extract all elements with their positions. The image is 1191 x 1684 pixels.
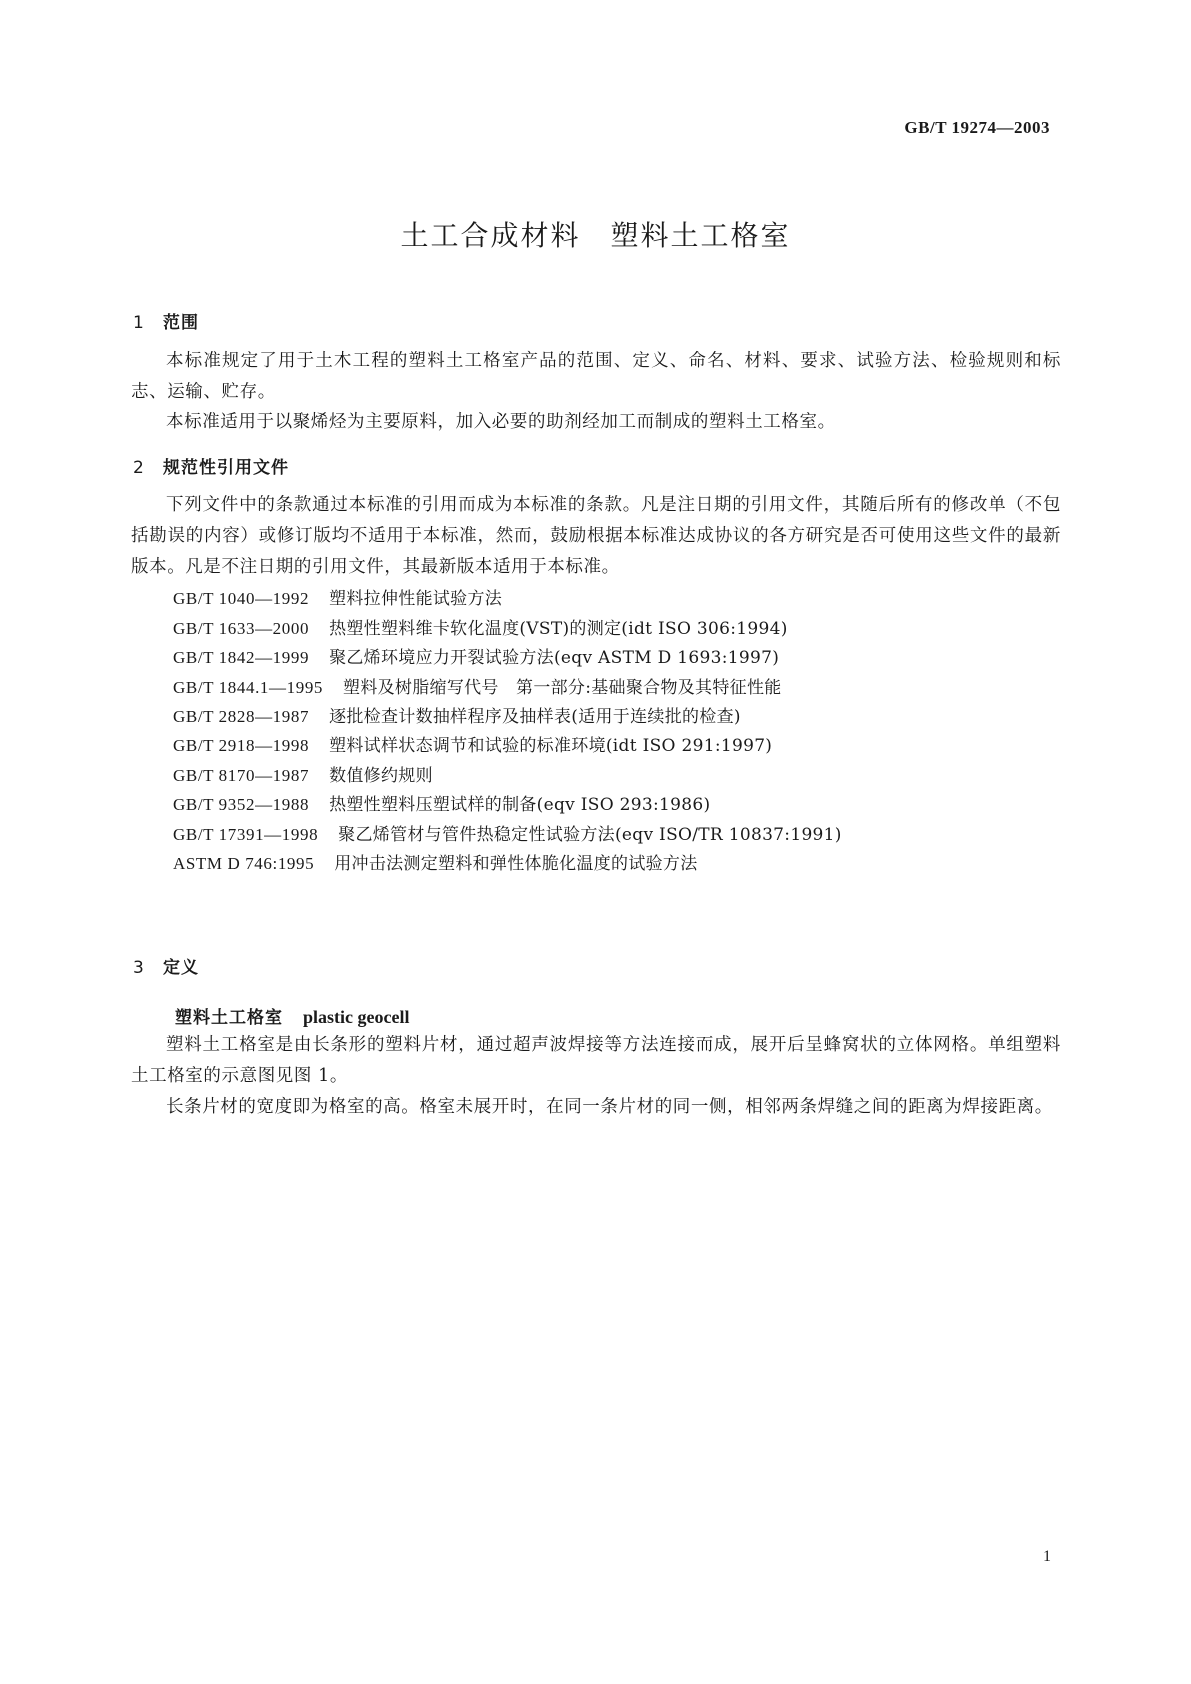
section-1-paragraph-2: 本标准适用于以聚烯烃为主要原料，加入必要的助剂经加工而制成的塑料土工格室。: [166, 412, 836, 432]
section-title: 范围: [163, 313, 199, 333]
reference-item: [173, 702, 741, 727]
reference-item: [173, 673, 782, 698]
reference-code: GB/T 9352—1988: [173, 795, 310, 814]
reference-title: 热塑性塑料维卡软化温度(VST)的测定(idt ISO 306:1994): [329, 619, 788, 639]
reference-code: GB/T 1844.1—1995: [173, 678, 324, 697]
section-3-paragraph-1: 塑料土工格室是由长条形的塑料片材，通过超声波焊接等方法连接而成，展开后呈蜂窝状的立体网格。单组塑料土工格室的示意图见图 1。: [131, 1035, 1061, 1086]
reference-title: 聚乙烯环境应力开裂试验方法(eqv ASTM D 1693:1997): [329, 648, 780, 668]
term-definition-heading: [175, 1003, 409, 1028]
reference-code: GB/T 1842—1999: [173, 648, 310, 667]
reference-item: [173, 614, 788, 639]
document-title: 土工合成材料 塑料土工格室: [400, 219, 791, 252]
section-title: 定义: [163, 958, 199, 978]
section-1-heading: [133, 308, 199, 333]
standard-code: GB/T 19274—2003: [904, 118, 1050, 137]
page-number: 1: [1043, 1548, 1051, 1565]
reference-item: [173, 584, 502, 609]
reference-item: [173, 731, 772, 756]
reference-code: GB/T 2828—1987: [173, 707, 310, 726]
term-chinese: 塑料土工格室: [175, 1008, 283, 1028]
reference-title: 热塑性塑料压塑试样的制备(eqv ISO 293:1986): [329, 795, 711, 815]
reference-item: [173, 643, 779, 668]
reference-title: 塑料试样状态调节和试验的标准环境(idt ISO 291:1997): [329, 736, 773, 756]
section-number: 1: [133, 313, 145, 333]
section-1-paragraph-1: 本标准规定了用于土木工程的塑料土工格室产品的范围、定义、命名、材料、要求、试验方法、检验规则和标志、运输、贮存。: [131, 351, 1061, 402]
section-title: 规范性引用文件: [163, 458, 289, 478]
section-2-heading: [133, 453, 289, 478]
section-3-heading: [133, 953, 199, 978]
reference-code: GB/T 8170—1987: [173, 766, 310, 785]
reference-title: 塑料拉伸性能试验方法: [329, 589, 503, 609]
section-number: 2: [133, 458, 145, 478]
reference-item: [173, 790, 710, 815]
term-english: plastic geocell: [303, 1007, 410, 1027]
section-number: 3: [133, 958, 145, 978]
reference-item: [173, 849, 698, 874]
reference-item: [173, 820, 842, 845]
section-2-paragraph-1: 下列文件中的条款通过本标准的引用而成为本标准的条款。凡是注日期的引用文件，其随后所有的修改单（不包括勘误的内容）或修订版均不适用于本标准，然而，鼓励根据本标准达成协议的各方研究是否可使用这些文件的最新版本。凡是不注日期的引用文件，其最新版本适用于本标准。: [131, 495, 1061, 577]
reference-code: GB/T 2918—1998: [173, 736, 310, 755]
reference-code: GB/T 17391—1998: [173, 825, 319, 844]
reference-code: ASTM D 746:1995: [173, 854, 315, 873]
reference-title: 逐批检查计数抽样程序及抽样表(适用于连续批的检查): [329, 707, 741, 727]
section-3-paragraph-2: 长条片材的宽度即为格室的高。格室未展开时，在同一条片材的同一侧，相邻两条焊缝之间的距离为焊接距离。: [166, 1097, 1053, 1117]
reference-title: 聚乙烯管材与管件热稳定性试验方法(eqv ISO/TR 10837:1991): [338, 825, 842, 845]
reference-title: 塑料及树脂缩写代号 第一部分:基础聚合物及其特征性能: [343, 678, 782, 698]
reference-title: 用冲击法测定塑料和弹性体脆化温度的试验方法: [334, 854, 698, 874]
reference-title: 数值修约规则: [329, 766, 433, 786]
reference-code: GB/T 1633—2000: [173, 619, 310, 638]
reference-item: [173, 761, 433, 786]
reference-code: GB/T 1040—1992: [173, 589, 310, 608]
